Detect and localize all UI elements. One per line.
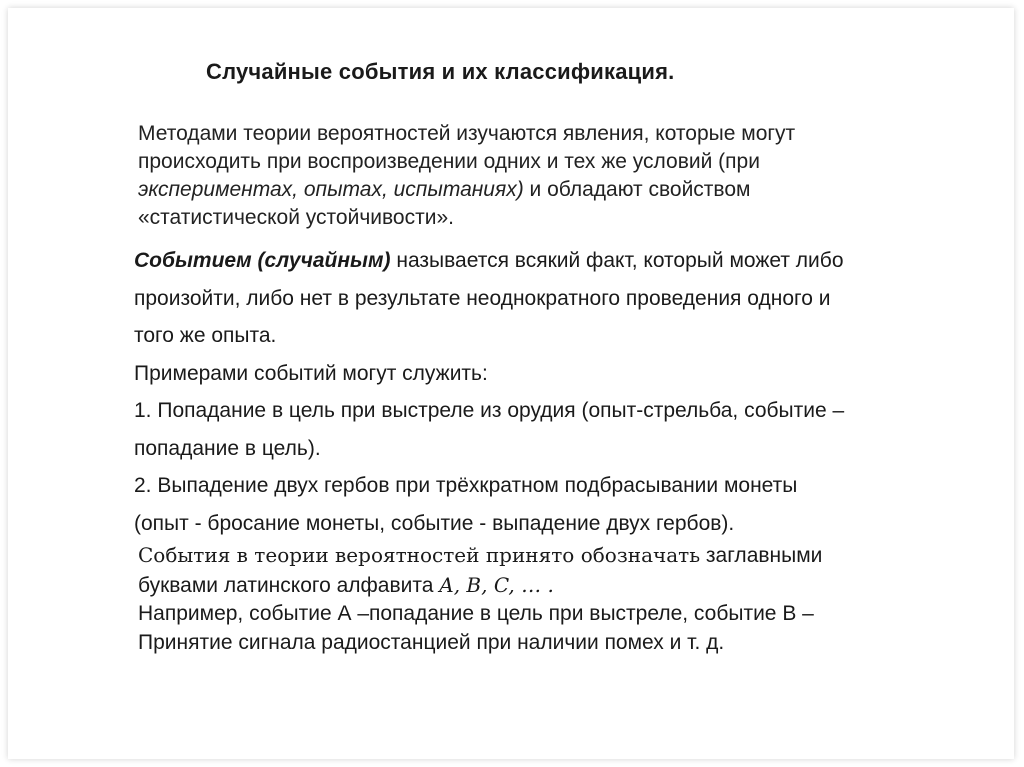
definition-and-examples — [134, 242, 954, 542]
example-1-line-1: 1. Попадание в цель при выстреле из орудия (опыт-стрельба, событие – — [134, 399, 845, 422]
notation-line-1 — [138, 541, 938, 571]
notation-line-3: Например, событие А –попадание в цель при выстреле, событие В – — [138, 602, 814, 625]
notation-serif-text: События в теории вероятностей принято обозначать — [138, 543, 701, 567]
definition-term: Событием (случайным) — [134, 249, 391, 272]
intro-line-4: «статистической устойчивости». — [138, 206, 454, 229]
notation-line-4: Принятие сигнала радиостанцией при наличии помех и т. д. — [138, 630, 725, 654]
intro-line-2: происходить при воспроизведении одних и тех же условий (при — [138, 150, 760, 173]
intro-line-3-rest: и обладают свойством — [523, 178, 751, 201]
slide-title: Случайные события и их классификация. — [206, 59, 675, 84]
notation-math-letters: A, B, C, … . — [439, 572, 554, 597]
definition-line-1 — [134, 242, 954, 280]
example-2-line-1: 2. Выпадение двух гербов при трёхкратном подбрасывании монеты — [134, 474, 798, 497]
notation-line-2-text: буквами латинского алфавита — [138, 573, 440, 597]
definition-line-2: произойти, либо нет в результате неоднократного проведения одного и — [134, 286, 831, 310]
example-2-line-2: (опыт - бросание монеты, событие - выпадение двух гербов). — [134, 511, 735, 535]
notation-line-2 — [138, 571, 938, 601]
intro-line-3 — [138, 176, 918, 204]
definition-line-1-rest: называется всякий факт, который может либо — [390, 249, 844, 272]
intro-paragraph — [138, 120, 918, 232]
notation-paragraph — [138, 541, 938, 657]
slide — [8, 8, 1014, 759]
notation-line-1-rest: заглавными — [700, 544, 823, 567]
examples-heading: Примерами событий могут служить: — [134, 361, 488, 385]
intro-italic-examples: экспериментах, опытах, испытаниях) — [138, 178, 524, 201]
intro-line-1: Методами теории вероятностей изучаются явления, которые могут — [138, 122, 796, 145]
example-1-line-2: попадание в цель). — [134, 436, 321, 460]
definition-line-3: того же опыта. — [134, 324, 277, 347]
